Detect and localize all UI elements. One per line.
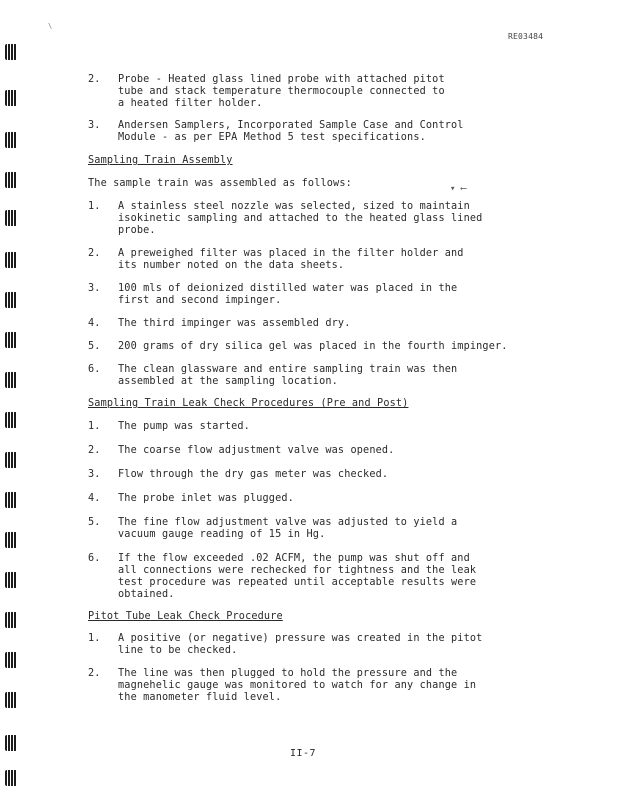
list-item [88,364,558,388]
item-number: 1. [88,633,101,644]
item-text: The line was then plugged to hold the pressure and the magnehelic gauge was monitored to watch for any change in the manometer fluid level. [118,668,477,703]
item-text: A preweighed filter was placed in the filter holder and its number noted on the data sheets. [118,248,464,271]
binding-hole [5,412,17,428]
binding-hole [5,692,17,708]
handwritten-mark: ▾ ⟵ [450,184,467,194]
list-item [88,553,558,601]
list-item [88,421,558,433]
list-item [88,668,558,704]
binding-hole [5,492,17,508]
binding-hole [5,572,17,588]
item-text: The fine flow adjustment valve was adjusted to yield a vacuum gauge reading of 15 in Hg. [118,517,458,540]
document-body [88,74,558,704]
section-heading-leak-check: Sampling Train Leak Check Procedures (Pre and Post) [88,398,409,409]
item-number: 3. [88,469,101,480]
list-item [88,248,558,272]
document-id: RE03484 [508,32,544,41]
binding-hole [5,210,17,226]
list-item [88,283,558,307]
item-number: 2. [88,445,101,456]
page-number: II-7 [290,748,317,759]
binding-hole [5,372,17,388]
item-number: 4. [88,493,101,504]
binding-hole [5,735,17,751]
list-item [88,318,558,330]
item-number: 2. [88,248,101,259]
binding-hole [5,172,17,188]
item-number: 5. [88,517,101,528]
list-item [88,633,558,657]
binding-hole [5,90,17,106]
item-text: A stainless steel nozzle was selected, sized to maintain isokinetic sampling and attached to the heated glass lined probe. [118,201,483,236]
item-text: If the flow exceeded .02 ACFM, the pump was shut off and all connections were rechecked for tightness and the leak test procedure was repeated until acceptable results were obtained. [118,553,477,600]
list-item [88,493,558,505]
item-number: 1. [88,421,101,432]
item-text: The coarse flow adjustment valve was opened. [118,445,395,456]
item-text: The third impinger was assembled dry. [118,318,351,329]
item-number: 3. [88,283,101,294]
binding-holes [3,0,21,800]
binding-hole [5,452,17,468]
scan-speck: \ [48,22,53,30]
section-heading-pitot: Pitot Tube Leak Check Procedure [88,611,283,622]
item-number: 2. [88,74,101,85]
binding-hole [5,252,17,268]
binding-hole [5,292,17,308]
item-text: Flow through the dry gas meter was checked. [118,469,389,480]
item-text: Andersen Samplers, Incorporated Sample Case and Control Module - as per EPA Method 5 test specifications. [118,120,464,143]
section-intro: The sample train was assembled as follows: [88,178,352,189]
binding-hole [5,44,17,60]
item-text: The pump was started. [118,421,250,432]
binding-hole [5,652,17,668]
item-number: 6. [88,553,101,564]
item-text: 200 grams of dry silica gel was placed in the fourth impinger. [118,341,508,352]
binding-hole [5,770,17,786]
item-text: A positive (or negative) pressure was created in the pitot line to be checked. [118,633,483,656]
item-number: 6. [88,364,101,375]
item-text: The probe inlet was plugged. [118,493,294,504]
item-text: 100 mls of deionized distilled water was placed in the first and second impinger. [118,283,458,306]
list-item [88,201,558,237]
binding-hole [5,332,17,348]
equipment-item [88,120,558,144]
item-number: 3. [88,120,101,131]
item-text: Probe - Heated glass lined probe with attached pitot tube and stack temperature thermocouple connected to a heated filter holder. [118,74,445,109]
item-text: The clean glassware and entire sampling train was then assembled at the sampling location. [118,364,458,387]
equipment-item [88,74,558,110]
binding-hole [5,132,17,148]
list-item [88,445,558,457]
item-number: 2. [88,668,101,679]
list-item [88,469,558,481]
item-number: 4. [88,318,101,329]
item-number: 5. [88,341,101,352]
binding-hole [5,612,17,628]
item-number: 1. [88,201,101,212]
list-item [88,517,558,541]
list-item [88,341,558,353]
binding-hole [5,532,17,548]
section-heading-assembly: Sampling Train Assembly [88,155,233,166]
